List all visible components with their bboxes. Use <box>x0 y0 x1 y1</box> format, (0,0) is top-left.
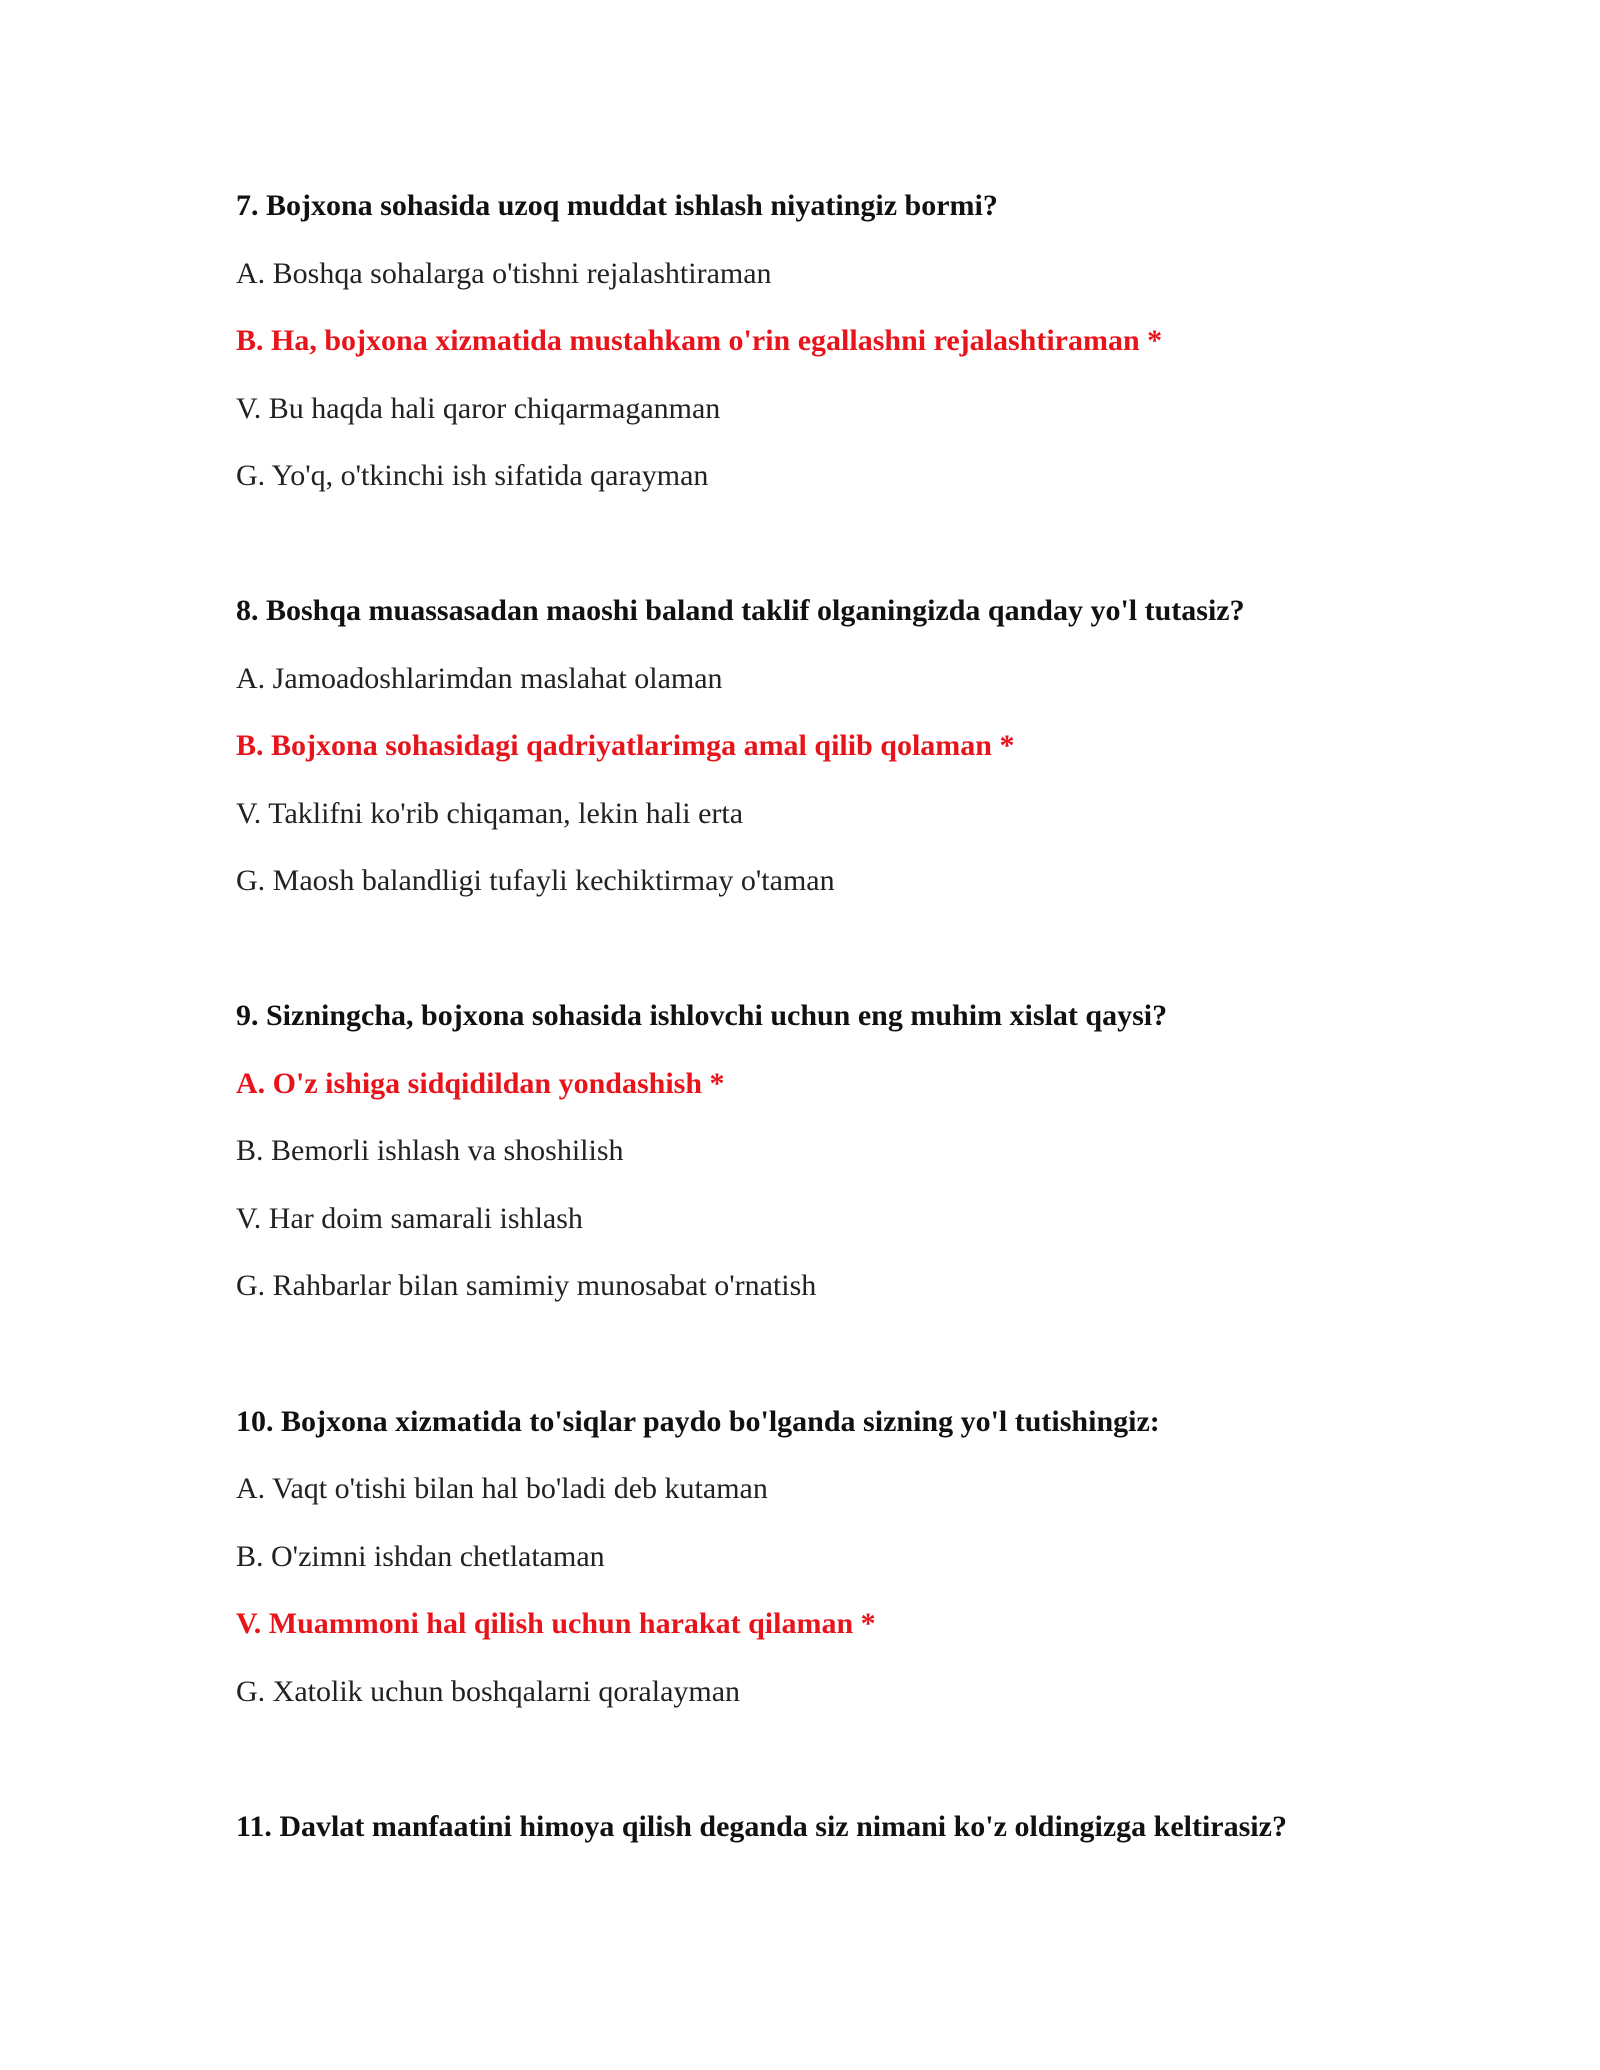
option-7-v: V. Bu haqda hali qaror chiqarmaganman <box>236 392 721 425</box>
question-8: 8. Boshqa muassasadan maoshi baland taklif olganingizda qanday yo'l tutasiz? <box>236 594 1245 627</box>
option-7-a: A. Boshqa sohalarga o'tishni rejalashtiraman <box>236 257 772 290</box>
option-8-g: G. Maosh balandligi tufayli kechiktirmay o'taman <box>236 864 835 897</box>
option-9-v: V. Har doim samarali ishlash <box>236 1202 583 1235</box>
option-10-b: B. O'zimni ishdan chetlataman <box>236 1540 605 1573</box>
option-9-b: B. Bemorli ishlash va shoshilish <box>236 1134 624 1167</box>
option-7-b-correct: B. Ha, bojxona xizmatida mustahkam o'rin egallashni rejalashtiraman * <box>236 324 1163 357</box>
question-7: 7. Bojxona sohasida uzoq muddat ishlash niyatingiz bormi? <box>236 189 998 222</box>
option-8-v: V. Taklifni ko'rib chiqaman, lekin hali erta <box>236 797 744 830</box>
question-10: 10. Bojxona xizmatida to'siqlar paydo bo'lganda sizning yo'l tutishingiz: <box>236 1405 1160 1438</box>
option-10-g: G. Xatolik uchun boshqalarni qoralayman <box>236 1675 741 1708</box>
option-9-a-correct: A. O'z ishiga sidqidildan yondashish * <box>236 1067 725 1100</box>
option-9-g: G. Rahbarlar bilan samimiy munosabat o'rnatish <box>236 1269 817 1302</box>
option-7-g: G. Yo'q, o'tkinchi ish sifatida qarayman <box>236 459 709 492</box>
option-8-b-correct: B. Bojxona sohasidagi qadriyatlarimga amal qilib qolaman * <box>236 729 1015 762</box>
option-10-a: A. Vaqt o'tishi bilan hal bo'ladi deb kutaman <box>236 1472 768 1505</box>
question-9: 9. Sizningcha, bojxona sohasida ishlovchi uchun eng muhim xislat qaysi? <box>236 999 1168 1032</box>
question-11: 11. Davlat manfaatini himoya qilish deganda siz nimani ko'z oldingizga keltirasiz? <box>236 1810 1287 1843</box>
option-10-v-correct: V. Muammoni hal qilish uchun harakat qilaman * <box>236 1607 876 1640</box>
option-8-a: A. Jamoadoshlarimdan maslahat olaman <box>236 662 723 695</box>
